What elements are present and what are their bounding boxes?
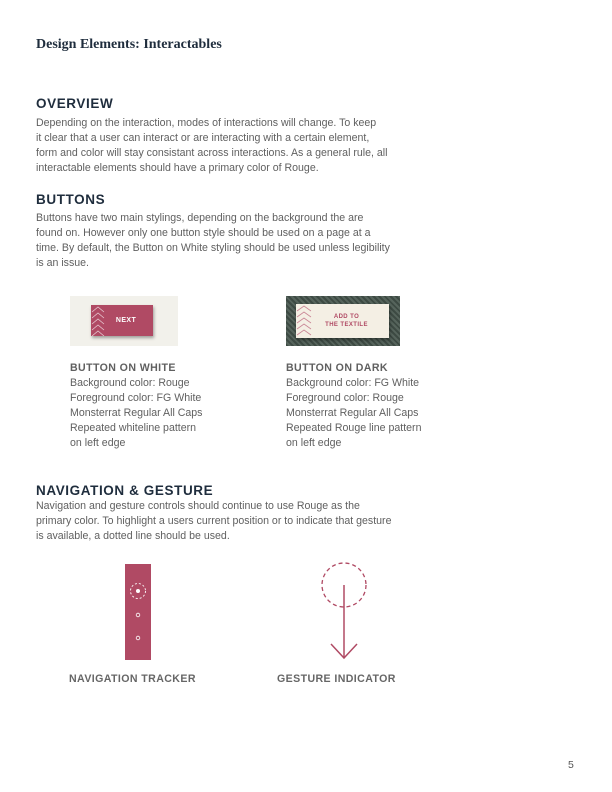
buttons-line: Buttons have two main stylings, depending on the background the are	[36, 212, 364, 224]
spec-line: Background color: Rouge	[70, 377, 190, 389]
overview-paragraph	[36, 116, 456, 176]
navigation-line: primary color. To highlight a users current position or to indicate that gesture	[36, 515, 392, 527]
spec-line: Monsterrat Regular All Caps	[70, 407, 203, 419]
spec-line: on left edge	[70, 437, 126, 449]
button-on-dark-swatch	[286, 296, 400, 346]
navigation-tracker[interactable]	[125, 564, 151, 660]
next-button-sample[interactable]	[91, 305, 153, 336]
spec-line: on left edge	[286, 437, 342, 449]
buttons-paragraph	[36, 211, 456, 271]
navigation-paragraph	[36, 499, 456, 544]
spec-line: Foreground color: FG White	[70, 392, 202, 404]
spec-line: Repeated Rouge line pattern	[286, 422, 422, 434]
button-on-dark-title: BUTTON ON DARK	[286, 362, 388, 374]
spec-line: Monsterrat Regular All Caps	[286, 407, 419, 419]
buttons-heading: BUTTONS	[36, 192, 106, 207]
navigation-heading: NAVIGATION & GESTURE	[36, 483, 214, 498]
chevron-pattern-icon	[296, 304, 314, 338]
overview-line: interactable elements should have a primary color of Rouge.	[36, 162, 319, 174]
gesture-indicator-caption: GESTURE INDICATOR	[277, 673, 396, 685]
gesture-arrow-icon[interactable]	[316, 560, 372, 664]
add-to-textile-button-sample[interactable]	[296, 304, 389, 338]
overview-heading: OVERVIEW	[36, 96, 114, 111]
page-title: Design Elements: Interactables	[36, 37, 222, 52]
button-on-white-swatch	[70, 296, 178, 346]
overview-line: form and color will stay consistant across interactions. As a general rule, all	[36, 147, 388, 159]
next-button-label: NEXT	[115, 317, 137, 324]
spec-line: Foreground color: Rouge	[286, 392, 404, 404]
add-to-textile-button-label	[317, 313, 368, 329]
button-label-line: THE TEXTILE	[325, 322, 368, 328]
navigation-dots-icon	[125, 564, 151, 660]
buttons-line: found on. However only one button style should be used on a page at a	[36, 227, 371, 239]
overview-line: Depending on the interaction, modes of interactions will change. To keep	[36, 117, 377, 129]
button-on-dark-spec	[286, 361, 461, 451]
navigation-line: Navigation and gesture controls should continue to use Rouge as the	[36, 500, 360, 512]
navigation-tracker-caption: NAVIGATION TRACKER	[69, 673, 196, 685]
overview-line: it clear that a user can interact or are interacting with a certain element,	[36, 132, 370, 144]
button-label-line: ADD TO	[333, 314, 360, 320]
page-number: 5	[568, 759, 574, 771]
button-on-white-spec	[70, 361, 245, 451]
button-on-white-title: BUTTON ON WHITE	[70, 362, 176, 374]
spec-line: Repeated whiteline pattern	[70, 422, 197, 434]
spec-line: Background color: FG White	[286, 377, 420, 389]
chevron-pattern-icon	[91, 305, 107, 336]
buttons-line: time. By default, the Button on White styling should be used unless legibility	[36, 242, 390, 254]
navigation-line: is available, a dotted line should be used.	[36, 530, 230, 542]
buttons-line: is an issue.	[36, 257, 89, 269]
